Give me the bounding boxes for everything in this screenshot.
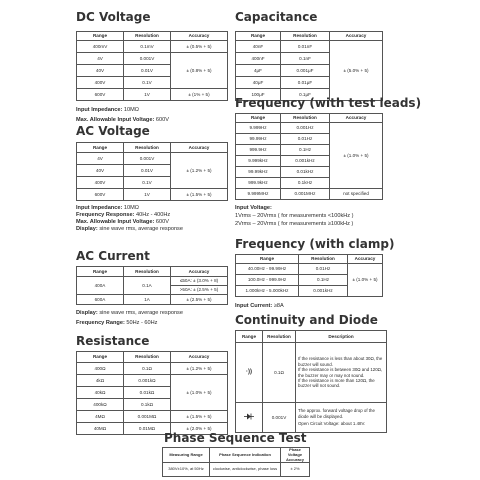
resistance-section: [76, 334, 228, 435]
cell: 0.001MHz: [281, 189, 330, 200]
ac-display-note: Display: sine wave rms, average response: [76, 226, 183, 232]
cell: 4V: [77, 53, 124, 65]
continuity-table: [235, 330, 387, 433]
table-header: Range: [77, 143, 124, 153]
table-header: Resolution: [299, 255, 348, 264]
cell: ± (1.2% + 5): [171, 363, 228, 375]
cell: 9.999Hz: [236, 123, 281, 134]
diode-icon: [236, 403, 263, 433]
phase-section: [162, 431, 310, 477]
cell: 40nF: [236, 41, 281, 53]
cell: 0.1V: [124, 177, 171, 189]
cell: ± (1.0% + 5): [171, 375, 228, 411]
cell: 400nF: [236, 53, 281, 65]
cell: 40kΩ: [77, 387, 124, 399]
cell: ± (2.5% + 5): [171, 295, 228, 305]
cell: 600V: [77, 89, 124, 101]
cell: ± 2%: [281, 463, 310, 477]
ac-current-section: [76, 249, 228, 327]
current-frequency-note: Frequency Range: 50Hz - 60Hz: [76, 320, 158, 326]
capacitance-table: [235, 31, 383, 101]
table-header: Resolution: [281, 114, 330, 123]
capacitance-title: Capacitance: [235, 10, 318, 24]
cell: 9.999MHz: [236, 189, 281, 200]
cell: 40V: [77, 165, 124, 177]
cell: 0.1Hz: [299, 275, 348, 286]
cell: 0.01V: [124, 65, 171, 77]
cell: ± (1.5% + 5): [171, 411, 228, 423]
cell: 600A: [77, 295, 124, 305]
cell: 1V: [124, 189, 171, 201]
cell: 1.000kHz - 5.000kHz: [236, 286, 299, 297]
cell: 1V: [124, 89, 171, 101]
resistance-title: Resistance: [76, 334, 150, 348]
cell: 999.9Hz: [236, 145, 281, 156]
dc-max-voltage-note: Max. Allowable Input Voltage: 600V: [76, 117, 169, 123]
cell: 0.01nF: [281, 41, 330, 53]
cell: 40.00Hz - 99.99Hz: [236, 264, 299, 275]
phase-table: [162, 447, 310, 477]
cell: 600V: [77, 189, 124, 201]
cell: 0.01kHz: [281, 167, 330, 178]
cell: 0.1μF: [281, 89, 330, 101]
cell: 0.001V: [124, 53, 171, 65]
cell: 0.01μF: [281, 77, 330, 89]
cell: 400Ω: [77, 363, 124, 375]
cell: 380V±10%, at 50Hz: [163, 463, 210, 477]
phase-title: Phase Sequence Test: [164, 431, 307, 445]
cell: 4μF: [236, 65, 281, 77]
dc-impedance-note: Input Impedance: 10MΩ: [76, 107, 139, 113]
cell: 4MΩ: [77, 411, 124, 423]
ac-current-table: [76, 266, 228, 305]
cell: 0.001kHz: [281, 156, 330, 167]
table-header: Range: [236, 255, 299, 264]
cell: 0.1Hz: [281, 145, 330, 156]
cell: ≤50A: ± (3.0% + 8): [171, 277, 228, 286]
table-header: Accuracy: [171, 143, 228, 153]
table-header: Accuracy: [348, 255, 383, 264]
cell: 0.01V: [124, 165, 171, 177]
cell: 400V: [77, 177, 124, 189]
cell: 0.1Ω: [124, 363, 171, 375]
cell: 0.001Hz: [281, 123, 330, 134]
cell: 100.0Hz - 999.9Hz: [236, 275, 299, 286]
table-header: Accuracy: [330, 114, 383, 123]
cell: 0.1V: [124, 77, 171, 89]
frequency-clamp-title: Frequency (with clamp): [235, 237, 395, 251]
table-header: Resolution: [124, 32, 171, 41]
table-header: Resolution: [124, 352, 171, 363]
resistance-table: [76, 351, 228, 435]
ac-max-voltage-note: Max. Allowable Input Voltage: 600V: [76, 219, 169, 225]
cell: 0.01MΩ: [124, 423, 171, 435]
cell: 400kΩ: [77, 399, 124, 411]
cell: ± (0.5% + 5): [171, 41, 228, 53]
table-header: Resolution: [281, 32, 330, 41]
cell: 0.1Ω: [263, 343, 296, 403]
capacitance-section: [235, 10, 383, 101]
frequency-clamp-section: [235, 237, 394, 310]
cell: 0.1nF: [281, 53, 330, 65]
table-header: Accuracy: [171, 267, 228, 277]
table-header: Accuracy: [171, 32, 228, 41]
table-header: Range: [236, 331, 263, 343]
dc-voltage-table: [76, 31, 228, 101]
cell: 0.001V: [124, 153, 171, 165]
cell: 0.001MΩ: [124, 411, 171, 423]
cell: 40V: [77, 65, 124, 77]
cell: 0.01Hz: [299, 264, 348, 275]
cell: ± (1.2% + 5): [171, 153, 228, 189]
cell: 0.1kΩ: [124, 399, 171, 411]
cell: 9.999kHz: [236, 156, 281, 167]
input-voltage-line: 1Vrms – 20Vrms ( for measurements <100kHz ): [235, 213, 354, 219]
table-header: Range: [77, 267, 124, 277]
cell: 400V: [77, 77, 124, 89]
ac-voltage-section: [76, 124, 228, 233]
input-voltage-label: Input Voltage:: [235, 205, 272, 211]
continuity-section: [235, 313, 387, 433]
cell: >50A: ± (2.5% + 5): [171, 286, 228, 295]
cell: 0.1mV: [124, 41, 171, 53]
cell: 999.9kHz: [236, 178, 281, 189]
cell: 0.001kHz: [299, 286, 348, 297]
cell: ± (0.8% + 5): [171, 53, 228, 89]
cell: 0.1kHz: [281, 178, 330, 189]
table-header: Description: [296, 331, 387, 343]
table-header: Resolution: [124, 267, 171, 277]
cell: 1A: [124, 295, 171, 305]
cell: 400mV: [77, 41, 124, 53]
table-header: Range: [77, 32, 124, 41]
ac-frequency-note: Frequency Response: 40Hz - 400Hz: [76, 212, 171, 218]
cell: clockwise, anticlockwise, phase loss: [210, 463, 281, 477]
cell: 99.99kHz: [236, 167, 281, 178]
cell: ± (1.0% + 5): [330, 123, 383, 189]
frequency-leads-table: [235, 113, 383, 200]
cell: 99.99Hz: [236, 134, 281, 145]
table-header: Resolution: [124, 143, 171, 153]
table-header: Phase Sequence Indication: [210, 448, 281, 463]
cell: 40μF: [236, 77, 281, 89]
table-header: Accuracy: [330, 32, 383, 41]
table-header: Phase Voltage Accuracy: [281, 448, 310, 463]
buzzer-icon: ·)): [236, 343, 263, 403]
ac-voltage-title: AC Voltage: [76, 124, 150, 138]
diode-symbol: [244, 413, 254, 420]
cell: 0.001μF: [281, 65, 330, 77]
cell: 40MΩ: [77, 423, 124, 435]
cell: ± (2.0% + 5): [171, 423, 228, 435]
ac-current-title: AC Current: [76, 249, 150, 263]
table-header: Range: [236, 32, 281, 41]
table-header: Accuracy: [171, 352, 228, 363]
table-header: Range: [77, 352, 124, 363]
dc-voltage-title: DC Voltage: [76, 10, 151, 24]
cell: 4kΩ: [77, 375, 124, 387]
cell: ± (1% + 5): [171, 89, 228, 101]
cell: 400A: [77, 277, 124, 295]
cell: 0.1A: [124, 277, 171, 295]
frequency-leads-section: [235, 96, 421, 228]
cell: 0.001kΩ: [124, 375, 171, 387]
table-header: Measuring Range: [163, 448, 210, 463]
frequency-leads-title: Frequency (with test leads): [235, 96, 422, 110]
cell: 0.01kΩ: [124, 387, 171, 399]
continuity-description: If the resistance is less than about 30Ω, the buzzer will sound. If the resistance is between 30Ω and 120Ω, the buzzer may or may not sound. If the resistance is more than 120Ω, the buzzer will not sound.: [296, 343, 387, 403]
ac-voltage-table: [76, 142, 228, 201]
cell: ± (5.0% + 5): [330, 41, 383, 101]
diode-description: The approx. forward voltage drop of the diode will be displayed. Open Circuit Voltage: about 1.48V.: [296, 403, 387, 433]
cell: not specified: [330, 189, 383, 200]
table-header: Resolution: [263, 331, 296, 343]
current-display-note: Display: sine wave rms, average response: [76, 310, 183, 316]
dc-voltage-section: [76, 10, 228, 124]
cell: 0.01Hz: [281, 134, 330, 145]
cell: ± (1.0% + 5): [348, 264, 383, 297]
cell: ± (1.5% + 5): [171, 189, 228, 201]
input-voltage-line: 2Vrms – 20Vrms ( for measurements ≥100kHz ): [235, 221, 354, 227]
cell: 4V: [77, 153, 124, 165]
ac-impedance-note: Input Impedance: 10MΩ: [76, 205, 139, 211]
cell: 100μF: [236, 89, 281, 101]
table-header: Range: [236, 114, 281, 123]
cell: 0.001V: [263, 403, 296, 433]
continuity-title: Continuity and Diode: [235, 313, 378, 327]
frequency-clamp-table: [235, 254, 383, 297]
input-current-note: Input Current: ≥8A: [235, 303, 284, 309]
